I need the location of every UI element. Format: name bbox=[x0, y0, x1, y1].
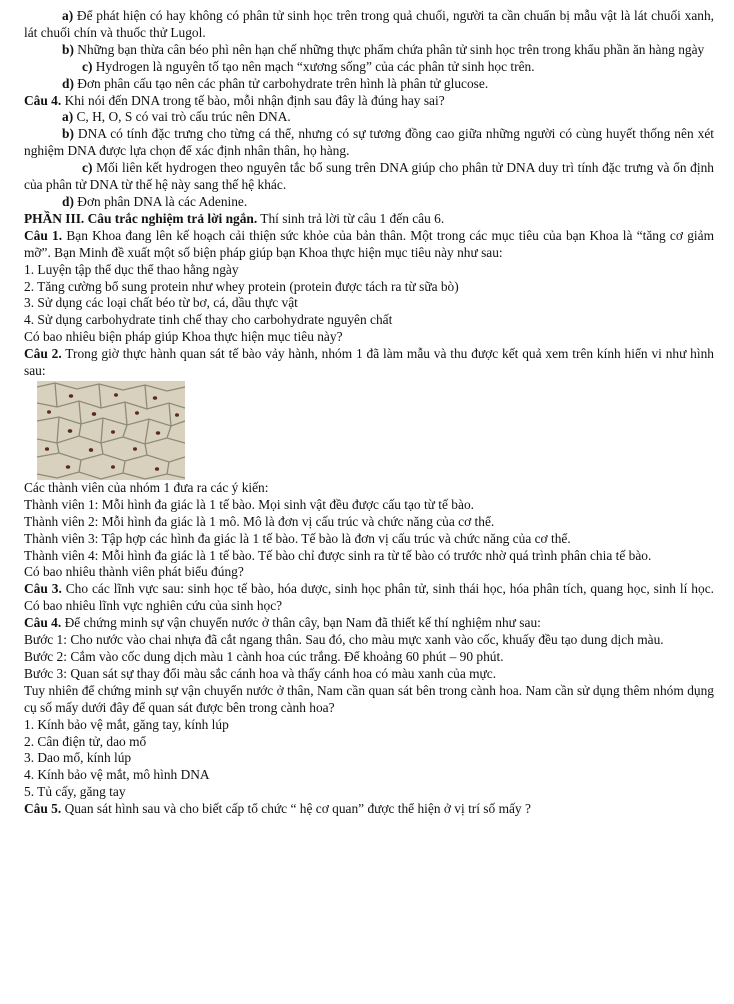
list-item: 1. Luyện tập thể dục thể thao hằng ngày bbox=[24, 261, 239, 277]
question-5: Câu 5. Quan sát hình sau và cho biết cấp tổ chức “ hệ cơ quan” được thể hiện ở vị trí số mấy ? bbox=[24, 801, 531, 817]
statement-d: d) Đơn phân cấu tạo nên các phân tử carbohydrate trên hình là phân tử glucose. bbox=[62, 75, 489, 91]
question-1: Câu 1. Bạn Khoa đang lên kế hoạch cải thiện sức khỏe của bản thân. Một trong các mục tiêu của bạn Khoa là “tăng cơ giảm mỡ”. Bạn Minh đề xuất một số biện pháp giúp bạn Khoa thực hiện mục tiêu này như sau: bbox=[24, 227, 714, 260]
section-heading: PHẦN III. Câu trắc nghiệm trả lời ngắn. Thí sinh trả lời từ câu 1 đến câu 6. bbox=[24, 210, 445, 226]
option-item: 2. Cân điện tử, dao mổ bbox=[24, 733, 147, 749]
member-opinion: Thành viên 1: Mỗi hình đa giác là 1 tế bào. Mọi sinh vật đều được cấu tạo từ tế bào. bbox=[24, 496, 474, 512]
option-item: 5. Tủ cấy, găng tay bbox=[24, 784, 126, 800]
option-item: 3. Dao mổ, kính lúp bbox=[24, 750, 132, 766]
group-intro: Các thành viên của nhóm 1 đưa ra các ý kiến: bbox=[24, 479, 269, 495]
option-item: 4. Kính bảo vệ mắt, mô hình DNA bbox=[24, 767, 210, 783]
statement-a: a) Để phát hiện có hay không có phân tử sinh học trên trong quả chuối, người ta cần chuẩn bị mẫu vật là lát chuối xanh, lát chuối chín và thuốc thử Lugol. bbox=[24, 8, 714, 40]
statement-d: d) Đơn phân DNA là các Adenine. bbox=[62, 193, 248, 209]
statement-b: b) Những bạn thừa cân béo phì nên hạn chế những thực phẩm chứa phân tử sinh học trên trong khẩu phần ăn hàng ngày bbox=[62, 41, 705, 57]
statement-c: c) Mối liên kết hydrogen theo nguyên tắc bổ sung trên DNA giúp cho phân tử DNA duy trì tính đặc trưng và ổn định của phân tử DNA từ thế hệ này sang thế hệ khác. bbox=[24, 160, 714, 193]
question-prompt: Có bao nhiêu biện pháp giúp Khoa thực hiện mục tiêu này? bbox=[24, 329, 343, 345]
question-4: Câu 4. Để chứng minh sự vận chuyển nước ở thân cây, bạn Nam đã thiết kế thí nghiệm như sau: bbox=[24, 615, 541, 631]
member-opinion: Thành viên 4: Mỗi hình đa giác là 1 tế bào. Tế bào chỉ được sinh ra từ tế bào có trước nhờ quá trình phân chia tế bào. bbox=[24, 547, 652, 563]
question-prompt: Tuy nhiên để chứng minh sự vận chuyển nước ở thân, Nam cần quan sát bên trong cành hoa. Nam cần sử dụng thêm nhóm dụng cụ số mấy dưới đây để quan sát được bên trong cành hoa? bbox=[24, 682, 714, 715]
experiment-step: Bước 2: Cắm vào cốc dung dịch màu 1 cành hoa cúc trắng. Để khoảng 60 phút – 90 phút. bbox=[24, 649, 504, 664]
question-3: Câu 3. Cho các lĩnh vực sau: sinh học tế bào, hóa dược, sinh học phân tử, sinh thái học, hóa phân tích, quang học, sinh lí học. Có bao nhiêu lĩnh vực nghiên cứu của sinh học? bbox=[24, 581, 714, 614]
member-opinion: Thành viên 2: Mỗi hình đa giác là 1 mô. Mô là đơn vị cấu trúc và chức năng của cơ thể. bbox=[24, 513, 495, 529]
document-page bbox=[24, 8, 714, 818]
list-item: 3. Sử dụng các loại chất béo từ bơ, cá, dầu thực vật bbox=[24, 295, 298, 311]
statement-a: a) C, H, O, S có vai trò cấu trúc nên DNA. bbox=[62, 109, 291, 125]
experiment-step: Bước 3: Quan sát sự thay đổi màu sắc cánh hoa và thấy cánh hoa có màu xanh của mực. bbox=[24, 665, 497, 681]
experiment-step: Bước 1: Cho nước vào chai nhựa đã cắt ngang thân. Sau đó, cho màu mực xanh vào cốc, khuấy đều tạo dung dịch màu. bbox=[24, 632, 664, 648]
question-heading: Câu 4. Khi nói đến DNA trong tế bào, mỗi nhận định sau đây là đúng hay sai? bbox=[24, 92, 445, 108]
list-item: 2. Tăng cường bổ sung protein như whey protein (protein được tách ra từ sữa bò) bbox=[24, 278, 459, 294]
statement-c: c) Hydrogen là nguyên tố tạo nên mạch “xương sống” của các phân tử sinh học trên. bbox=[82, 58, 535, 74]
onion-cell-micrograph bbox=[37, 381, 185, 480]
question-2: Câu 2. Trong giờ thực hành quan sát tế bào vảy hành, nhóm 1 đã làm mẫu và thu được kết quả xem trên kính hiển vi như hình sau: bbox=[24, 346, 714, 379]
question-prompt: Có bao nhiêu thành viên phát biểu đúng? bbox=[24, 564, 244, 580]
list-item: 4. Sử dụng carbohydrate tinh chế thay cho carbohydrate nguyên chất bbox=[24, 312, 393, 328]
option-item: 1. Kính bảo vệ mắt, găng tay, kính lúp bbox=[24, 716, 229, 732]
member-opinion: Thành viên 3: Tập hợp các hình đa giác là 1 tế bào. Tế bào là đơn vị cấu trúc và chức năng của cơ thể. bbox=[24, 530, 571, 546]
statement-b: b) DNA có tính đặc trưng cho từng cá thể, nhưng có sự tương đồng cao giữa những người có cùng huyết thống nên xét nghiệm DNA được lựa chọn để xác định nhân thân, họ hàng. bbox=[24, 126, 714, 159]
